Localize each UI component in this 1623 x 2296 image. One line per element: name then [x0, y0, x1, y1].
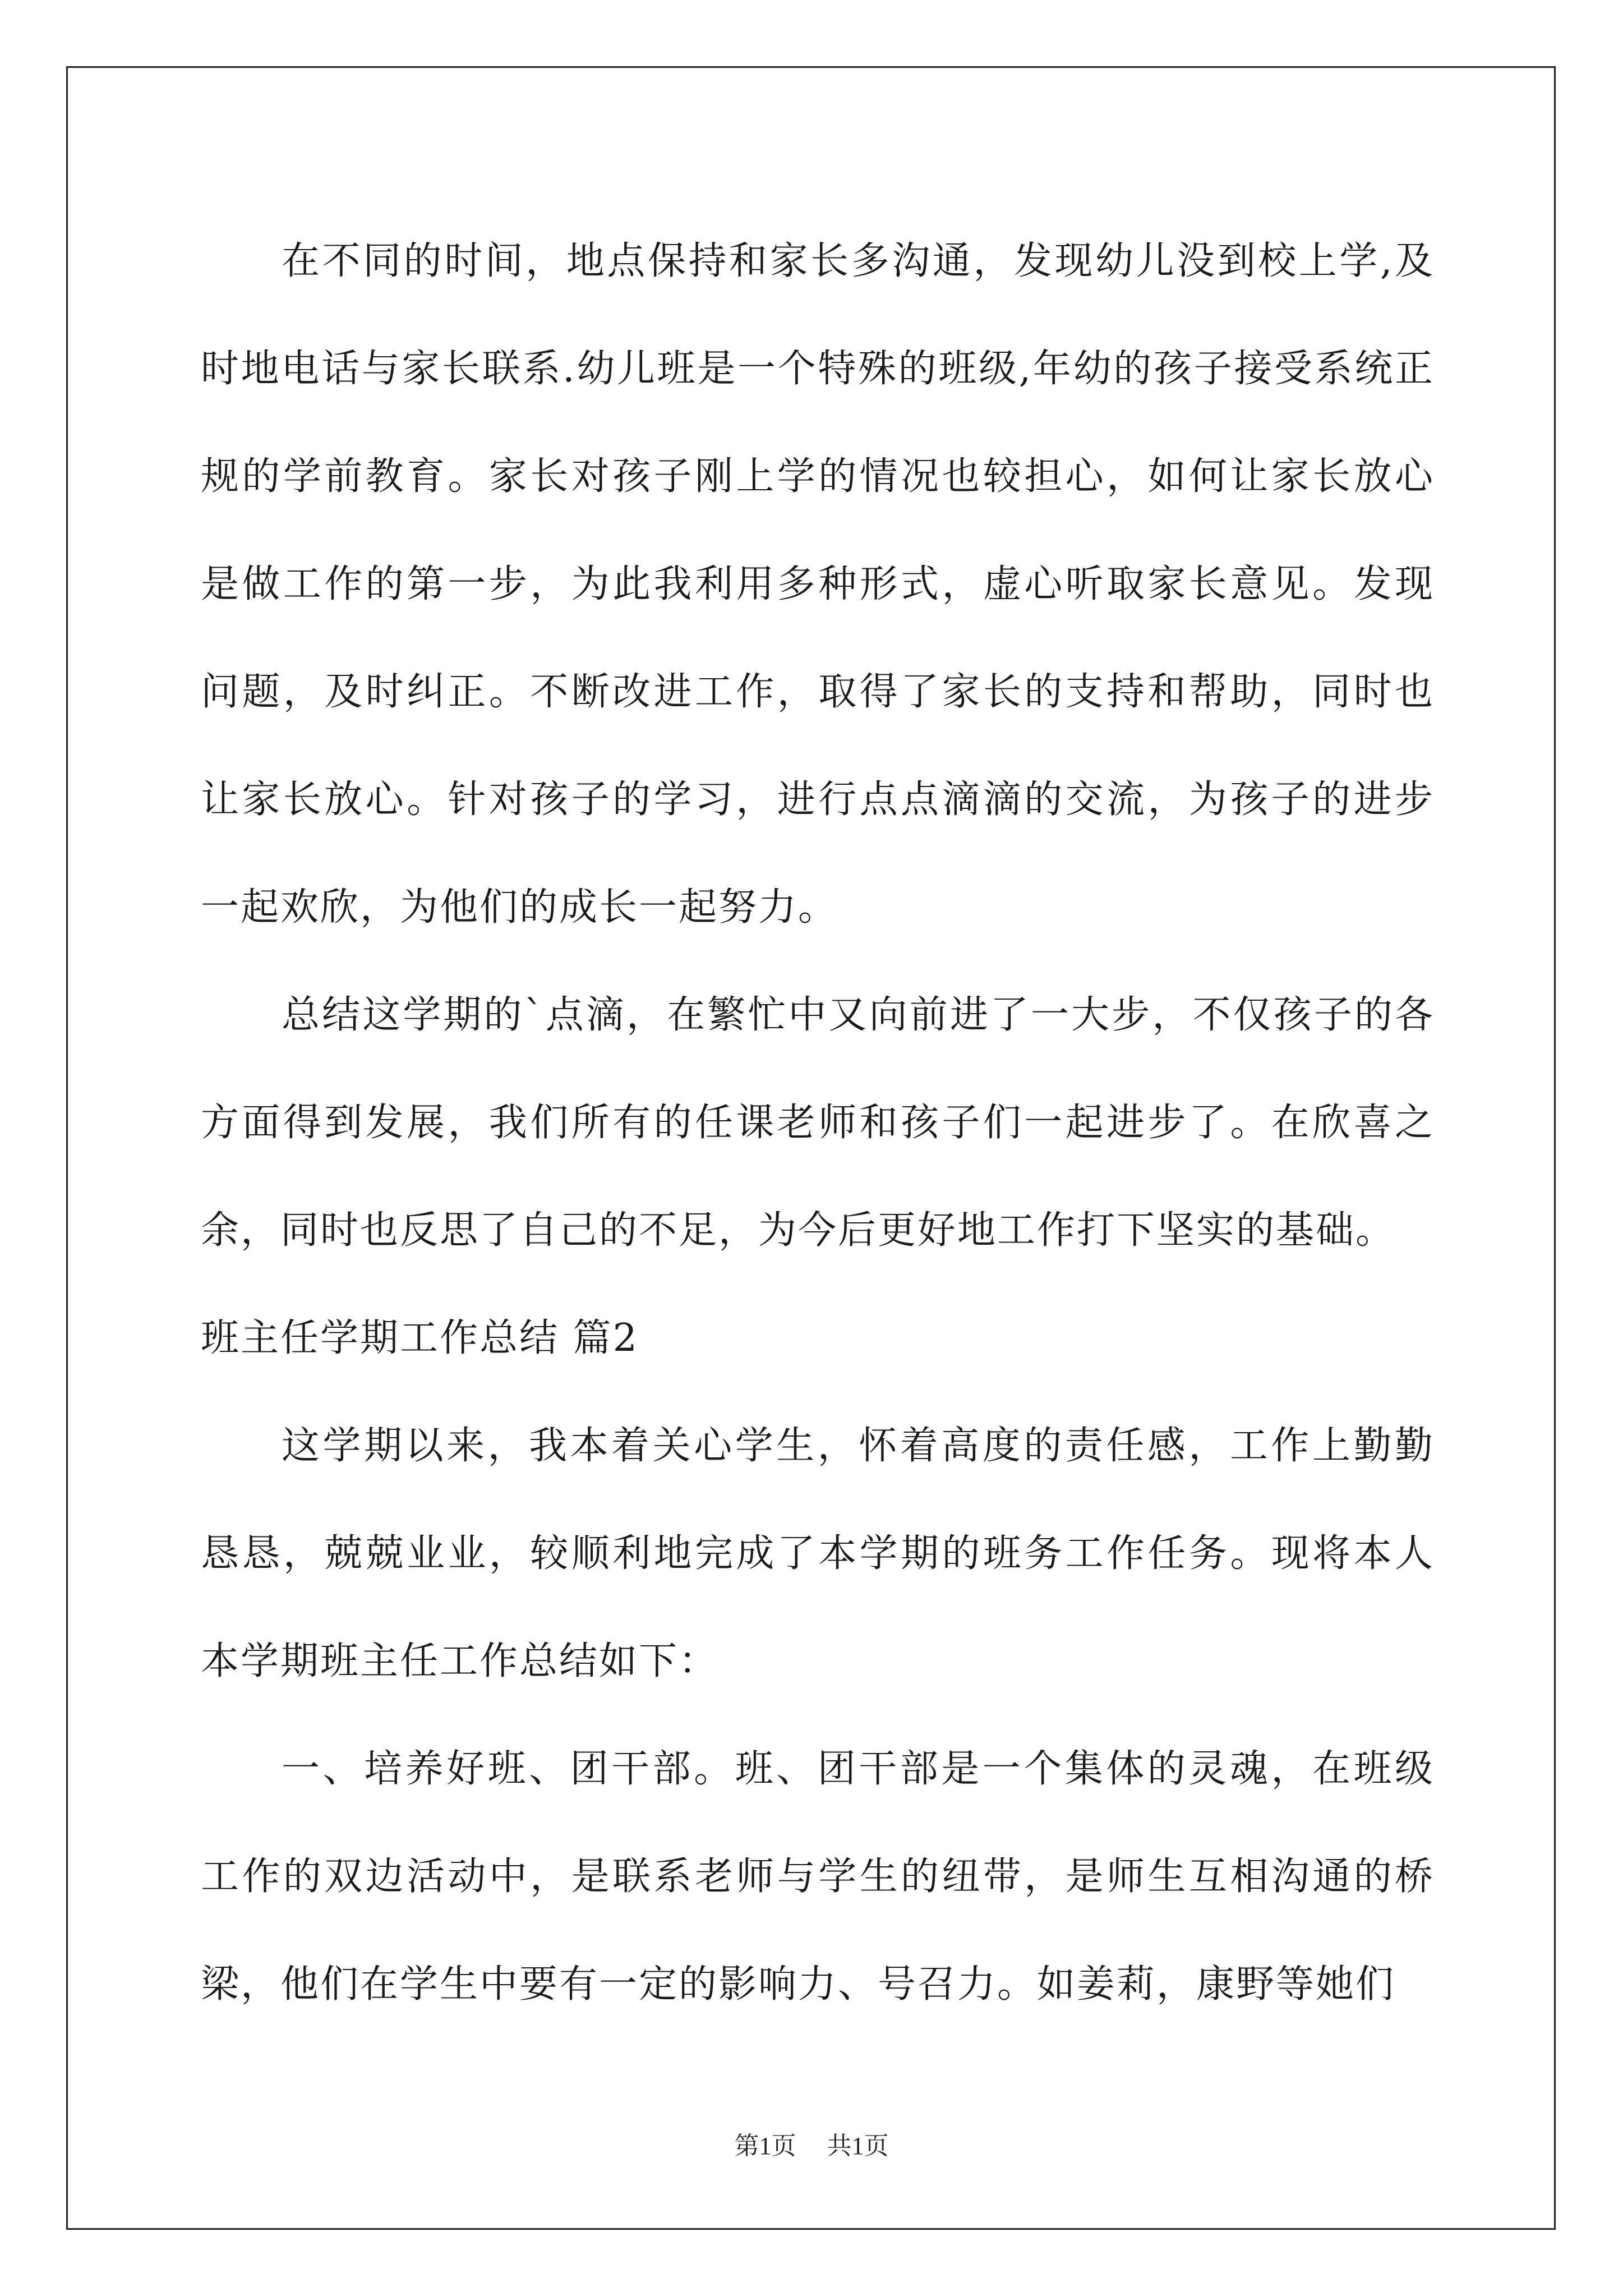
document-body — [201, 208, 1435, 2039]
paragraph-4: 一、培养好班、团干部。班、团干部是一个集体的灵魂，在班级工作的双边活动中，是联系老师与学生的纽带，是师生互相沟通的桥梁，他们在学生中要有一定的影响力、号召力。如姜莉，康野等她们 — [201, 1747, 1435, 2007]
paragraph-1: 在不同的时间，地点保持和家长多沟通，发现幼儿没到校上学,及时地电话与家长联系.幼儿班是一个特殊的班级,年幼的孩子接受系统正规的学前教育。家长对孩子刚上学的情况也较担心，如何让家长放心是做工作的第一步，为此我利用多种形式，虚心听取家长意见。发现问题，及时纠正。不断改进工作，取得了家长的支持和帮助，同时也让家长放心。针对孩子的学习，进行点点滴滴的交流，为孩子的进步一起欢欣，为他们的成长一起努力。 — [201, 239, 1435, 930]
total-pages-label: 共1页 — [827, 2132, 889, 2160]
paragraph-2: 总结这学期的`点滴，在繁忙中又向前进了一大步，不仅孩子的各方面得到发展，我们所有的任课老师和孩子们一起进步了。在欣喜之余，同时也反思了自己的不足，为今后更好地工作打下坚实的基础。 — [201, 993, 1435, 1253]
paragraph-3: 这学期以来，我本着关心学生，怀着高度的责任感，工作上勤勤恳恳，兢兢业业，较顺利地完成了本学期的班务工作任务。现将本人本学期班主任工作总结如下： — [201, 1424, 1435, 1683]
page-footer — [0, 2129, 1623, 2163]
current-page-label: 第1页 — [734, 2132, 796, 2160]
section-heading: 班主任学期工作总结 篇2 — [201, 1316, 639, 1360]
